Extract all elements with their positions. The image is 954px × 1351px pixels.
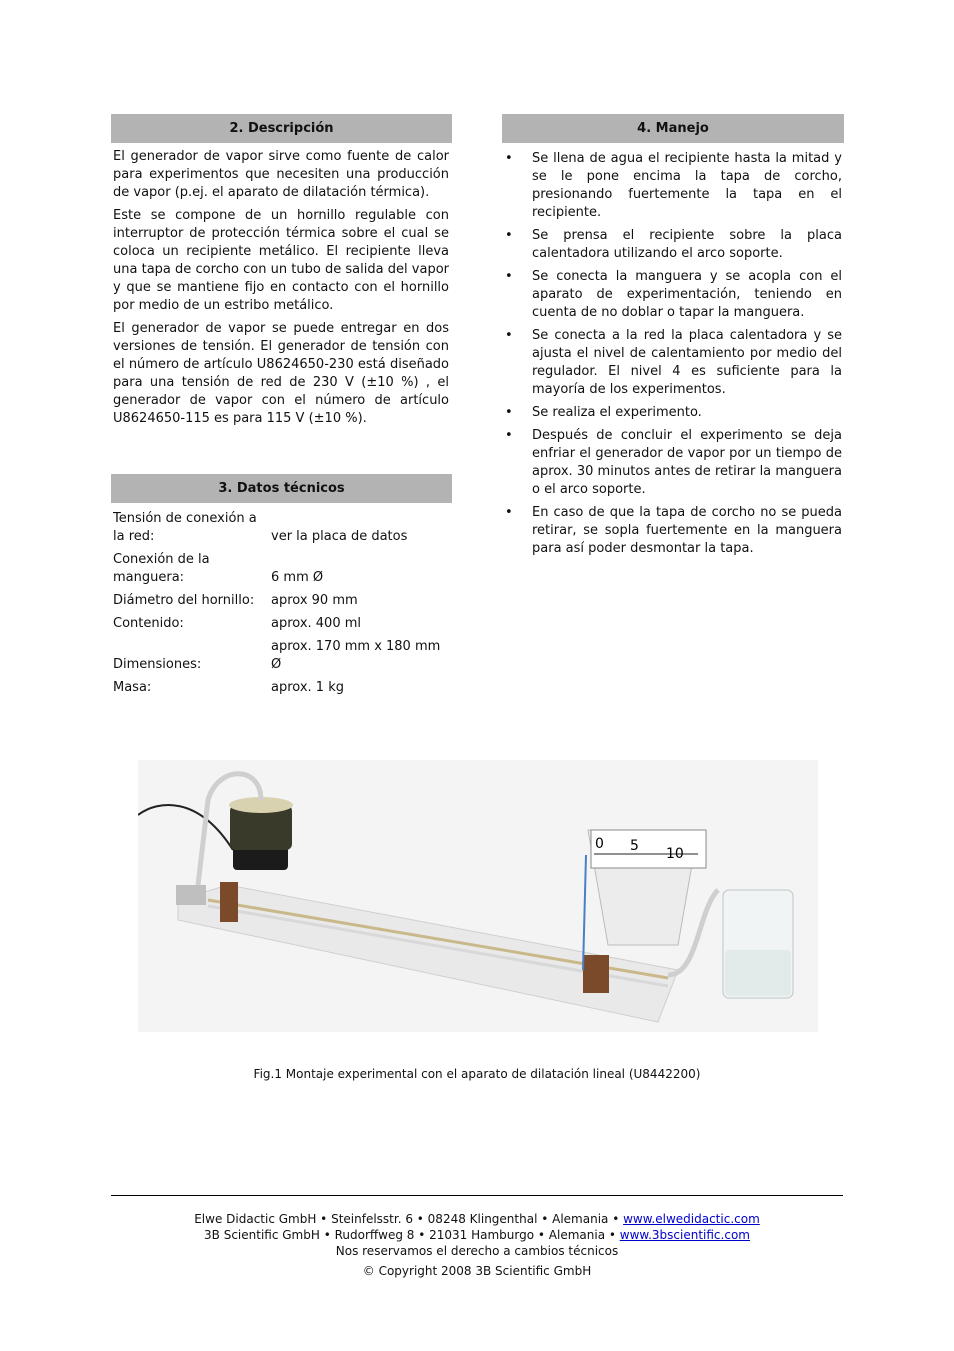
clamp [220, 882, 238, 922]
bullet-icon: • [505, 151, 513, 166]
bullet-icon: • [505, 228, 513, 243]
descripcion-paragraph: El generador de vapor sirve como fuente de calor para experimentos que necesiten una producción de vapor (p.ej. el aparato de dilatación térmica). [113, 149, 449, 200]
scale-label: 5 [630, 838, 639, 854]
list-item: • Se conecta la manguera y se acopla con el aparato de experimentación, teniendo en cuenta de no doblar o tapar la manguera. [505, 269, 842, 320]
figure-caption: Fig.1 Montaje experimental con el aparato de dilatación lineal (U8442200) [253, 1067, 701, 1081]
bullet-icon: • [505, 405, 513, 420]
datos-table [113, 510, 453, 702]
manejo-list [502, 150, 842, 563]
descripcion-paragraph: El generador de vapor se puede entregar en dos versiones de tensión. El generador de tensión con el número de artículo U8624650-230 está diseñado para una tensión de red de 230 V (±10 %) , el generador de vapor con el número de artículo U8624650-115 es para 115 V (±10 %). [113, 321, 449, 426]
list-item: • Se prensa el recipiente sobre la placa calentadora utilizando el arco soporte. [505, 228, 842, 261]
spec-label: Diámetro del hornillo: [113, 593, 255, 608]
spec-value: ver la placa de datos [271, 529, 408, 544]
spec-label: Dimensiones: [113, 657, 202, 672]
table-row [113, 638, 453, 679]
bullet-icon: • [505, 269, 513, 284]
bullet-icon: • [505, 428, 513, 443]
spec-value: aprox. 170 mm x 180 mm Ø [271, 639, 441, 672]
bullet-icon: • [505, 328, 513, 343]
footer [0, 1211, 954, 1259]
spec-label: Masa: [113, 680, 152, 695]
spec-label: Conexión de la manguera: [113, 552, 210, 585]
spec-label: Contenido: [113, 616, 184, 631]
3bscientific-link[interactable]: www.3bscientific.com [619, 1228, 750, 1242]
bullet-icon: • [505, 505, 513, 520]
end-block [176, 885, 206, 905]
descripcion-paragraph: Este se compone de un hornillo regulable con interruptor de protección térmica sobre el cual se coloca un recipiente metálico. El recipiente lleva una tapa de corcho con un tubo de salida del vapor y que se mantiene fijo en contacto con el hornillo por medio de un estribo metálico. [113, 208, 449, 313]
list-item: • Se realiza el experimento. [505, 405, 702, 420]
manejo-heading: 4. Manejo [502, 114, 844, 143]
table-row [113, 551, 453, 592]
spec-value: aprox. 1 kg [271, 680, 344, 695]
spec-value: 6 mm Ø [271, 570, 324, 585]
table-row [113, 615, 453, 638]
spec-label: Tensión de conexión a la red: [113, 511, 257, 544]
copyright: © Copyright 2008 3B Scientific GmbH [362, 1264, 592, 1278]
clamp [583, 955, 609, 993]
scale-label: 10 [666, 846, 684, 862]
beaker-water [725, 950, 791, 996]
elwedidactic-link[interactable]: www.elwedidactic.com [623, 1212, 760, 1226]
table-row [113, 592, 453, 615]
apparatus-illustration [138, 760, 818, 1032]
scale-dial [591, 830, 706, 868]
table-row [113, 679, 453, 702]
scale-label: 0 [595, 836, 604, 852]
footer-divider [111, 1195, 843, 1196]
table-row [113, 510, 453, 551]
descripcion-heading: 2. Descripción [111, 114, 452, 143]
spec-value: aprox 90 mm [271, 593, 358, 608]
list-item: • Se conecta a la red la placa calentadora y se ajusta el nivel de calentamiento por medio del regulador. El nivel 4 es suficiente para la mayoría de los experimentos. [505, 328, 842, 397]
list-item: • Después de concluir el experimento se deja enfriar el generador de vapor por un tiempo de aprox. 30 minutos antes de retirar la manguera o el arco soporte. [505, 428, 842, 497]
footer-line: Nos reservamos el derecho a cambios técnicos [335, 1244, 619, 1258]
footer-line: 3B Scientific GmbH • Rudorffweg 8 • 21031 Hamburgo • Alemania • www.3bscientific.com [204, 1228, 750, 1242]
datos-heading: 3. Datos técnicos [111, 474, 452, 503]
footer-line: Elwe Didactic GmbH • Steinfelsstr. 6 • 08248 Klingenthal • Alemania • www.elwedidactic.com [194, 1212, 760, 1226]
list-item: • En caso de que la tapa de corcho no se pueda retirar, se sopla fuertemente en la manguera para así poder desmontar la tapa. [505, 505, 842, 556]
spec-value: aprox. 400 ml [271, 616, 362, 631]
descripcion-body [113, 148, 449, 433]
list-item: • Se llena de agua el recipiente hasta la mitad y se le pone encima la tapa de corcho, presionando fuertemente la tapa en el recipiente. [505, 151, 842, 220]
